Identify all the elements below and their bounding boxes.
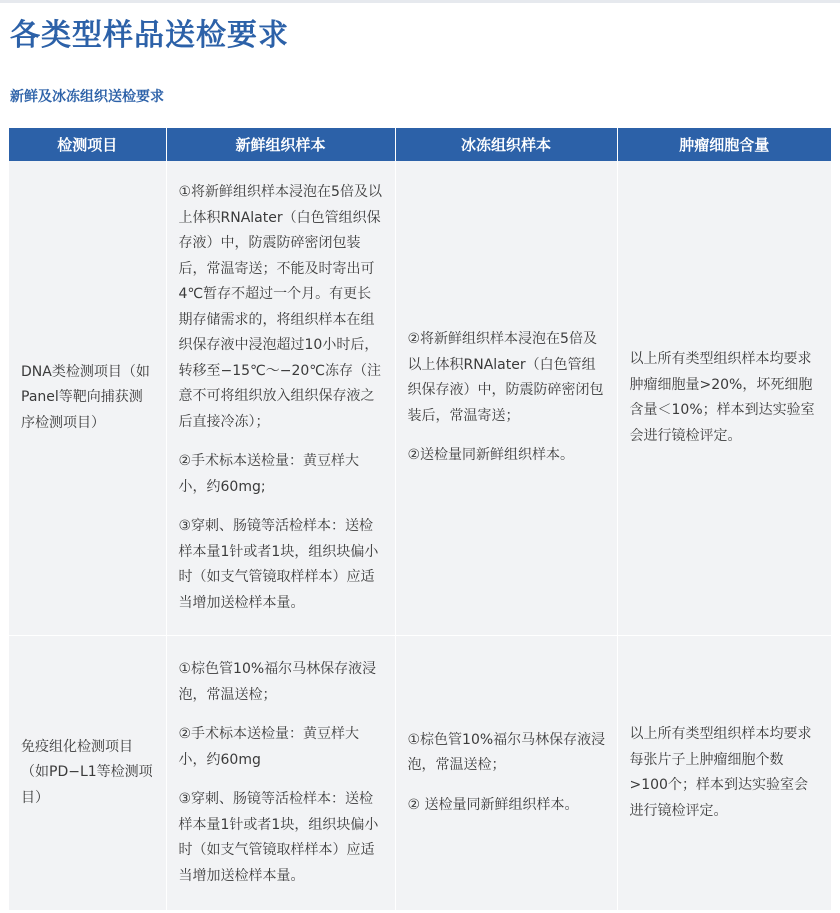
table-header-row [9,128,831,161]
section-subtitle: 新鲜及冰冻组织送检要求 [10,89,164,105]
fresh-step: ②手术标本送检量：黄豆样大小，约60mg [178,726,360,768]
requirements-table [9,128,831,911]
cell-fresh-requirements [166,161,395,636]
header-tumor-content: 肿瘤细胞含量 [617,128,831,161]
table-row [9,161,831,636]
frozen-step: ①棕色管10%福尔马林保存液浸泡，常温送检； [407,731,606,774]
frozen-step: ②送检量同新鲜组织样本。 [407,447,575,464]
fresh-step: ①棕色管10%福尔马林保存液浸泡，常温送检； [178,661,377,703]
cell-test-item: DNA类检测项目（如Panel等靶向捕获测序检测项目） [9,161,166,636]
cell-tumor-content: 以上所有类型组织样本均要求肿瘤细胞量>20%，坏死细胞含量＜10%；样本到达实验室会进行镜检评定。 [617,161,831,636]
cell-tumor-content: 以上所有类型组织样本均要求每张片子上肿瘤细胞个数>100个；样本到达实验室会进行镜检评定。 [617,636,831,911]
fresh-step: ②手术标本送检量：黄豆样大小，约60mg; [178,453,360,495]
fresh-step: ①将新鲜组织样本浸泡在5倍及以上体积RNAlater（白色管组织保存液）中，防震防碎密闭包装后，常温寄送；不能及时寄出可4℃暂存不超过一个月。有更长期存储需求的，将组织样本在组织保存液中浸泡超过10小时后，转移至−15℃～−20℃冻存（注意不可将组织放入组织保存液之后直接冷冻）； [178,184,382,430]
cell-frozen-requirements [395,636,617,911]
cell-test-item: 免疫组化检测项目（如PD−L1等检测项目） [9,636,166,911]
fresh-step: ③穿刺、肠镜等活检样本：送检样本量1针或者1块，组织块偏小时（如支气管镜取样样本）应适当增加送检样本量。 [178,791,379,884]
header-test-item: 检测项目 [9,128,166,161]
cell-frozen-requirements [395,161,617,636]
fresh-step: ③穿刺、肠镜等活检样本：送检样本量1针或者1块，组织块偏小时（如支气管镜取样样本）应适当增加送检样本量。 [178,518,379,611]
cell-fresh-requirements [166,636,395,911]
top-rule [0,0,840,3]
header-frozen-sample: 冰冻组织样本 [395,128,617,161]
frozen-step: ②将新鲜组织样本浸泡在5倍及以上体积RNAlater（白色管组织保存液）中，防震防碎密闭包装后，常温寄送； [407,331,604,424]
table-row [9,636,831,911]
page-title: 各类型样品送检要求 [10,18,289,53]
frozen-step: ② 送检量同新鲜组织样本。 [407,796,579,813]
header-fresh-sample: 新鲜组织样本 [166,128,395,161]
